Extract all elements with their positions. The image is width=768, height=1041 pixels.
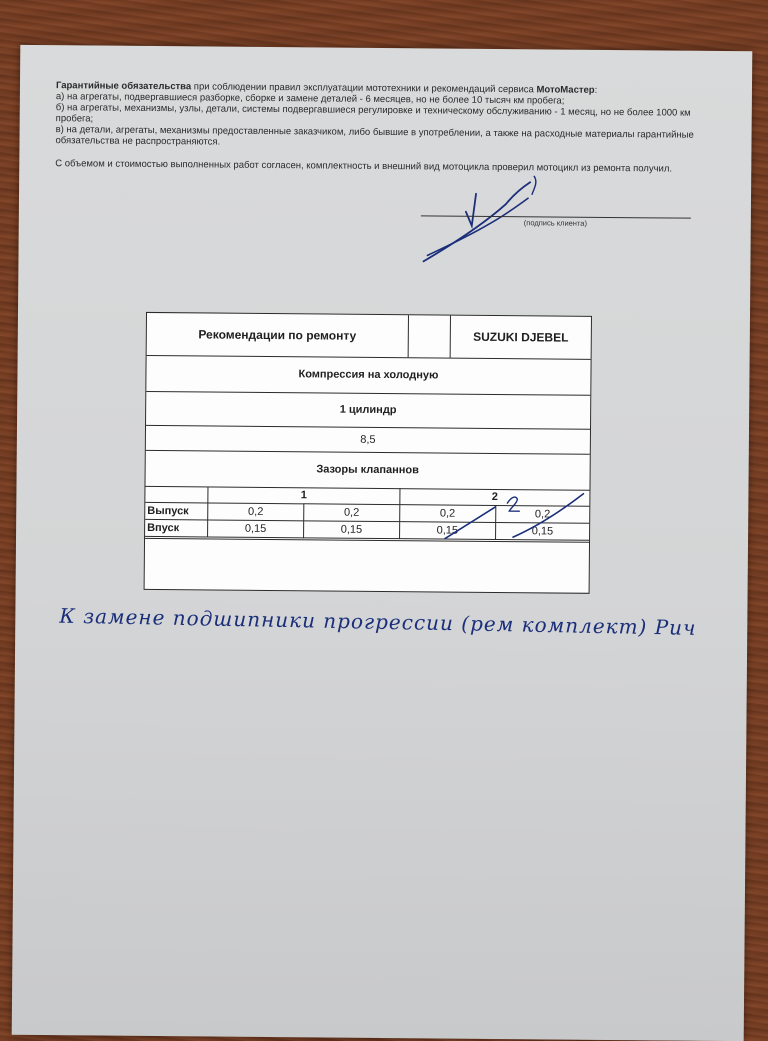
table-title: Рекомендации по ремонту [147, 313, 409, 357]
warranty-item-a: а) на агрегаты, подвергавшиеся разборке, сборке и замене деталей - 6 месяцев, но не более 10 тысяч км пробега; [55, 91, 565, 107]
signature-caption: (подпись клиента) [523, 218, 588, 228]
warranty-item-c: в) на детали, агрегаты, механизмы предоставленные заказчиком, либо бывшие в употреблении, а также на расходные материалы гарантийные обязательства не распространяются. [55, 124, 694, 148]
corner-cell [145, 486, 208, 503]
warranty-lead-end: : [594, 84, 598, 96]
cylinder-header: 1 цилиндр [146, 391, 590, 430]
handwritten-note: К замене подшипники прогрессии (рем комплект) Рич [59, 603, 697, 640]
consent-text: С объемом и стоимостью выполненных работ согласен, комплектность и внешний вид мотоцикла проверил мотоцикл из ремонта получил. [55, 158, 673, 175]
table-cell: 0,2 [399, 505, 495, 523]
warranty-item-b: б) на агрегаты, механизмы, узлы, детали, системы подвергавшиеся регулировке и техническому обслуживанию - 1 месяц, но не более 1000 км пробега; [55, 102, 691, 125]
table-cell: 0,15 [303, 521, 399, 539]
valve-clearance-header: Зазоры клапаннов [145, 450, 589, 491]
warranty-bold-lead: Гарантийные обязательства [55, 80, 192, 93]
table-cell: 0,15 [495, 522, 589, 540]
row-label: Выпуск [145, 502, 208, 520]
table-cell: 0,2 [304, 504, 400, 522]
table-cell: 0,15 [399, 522, 495, 540]
table-cell: 0,15 [208, 520, 304, 538]
compression-header: Компрессия на холодную [146, 355, 590, 396]
warranty-text [55, 80, 696, 175]
motorcycle-model: SUZUKI DJEBEL [473, 329, 569, 345]
table-cell: 0,2 [495, 505, 589, 523]
repair-recommendations-table [144, 312, 592, 594]
brand-name: МотоМастер [536, 84, 595, 96]
table-cell: 0,2 [208, 503, 304, 521]
table-blank-cell [409, 315, 451, 357]
warranty-lead-text: при соблюдении правил эксплуатации мототехники и рекомендаций сервиса [191, 81, 537, 96]
compression-value: 8,5 [146, 425, 590, 455]
table-header-row [147, 313, 591, 360]
paper-sheet [12, 45, 753, 1041]
row-label: Впуск [145, 519, 208, 537]
cylinder-col-2: 2 [400, 488, 590, 506]
cylinder-col-1: 1 [208, 486, 400, 504]
handwritten-strike-marks [425, 488, 596, 549]
